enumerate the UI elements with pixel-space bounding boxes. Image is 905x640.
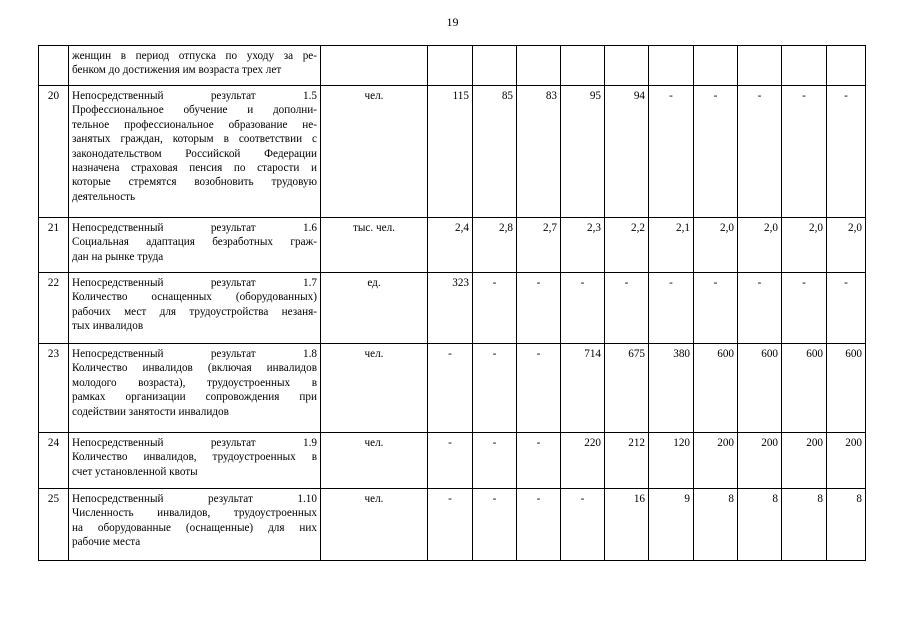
- value-cell: -: [517, 433, 561, 489]
- description-line: Непосредственный результат 1.10: [72, 493, 317, 505]
- value-cell: 115: [428, 86, 473, 218]
- value-cell: 8: [694, 489, 738, 561]
- row-description: [69, 218, 321, 273]
- value-cell: -: [561, 489, 605, 561]
- value-cell: 323: [428, 273, 473, 344]
- value-cell: [561, 46, 605, 86]
- description-line: рабочие места: [72, 536, 141, 549]
- row-unit: чел.: [321, 433, 428, 489]
- row-number: 22: [39, 273, 69, 344]
- value-cell: 212: [605, 433, 649, 489]
- row-unit: чел.: [321, 86, 428, 218]
- value-cell: 85: [473, 86, 517, 218]
- description-line: Количество инвалидов, трудоустроенных в: [72, 451, 317, 464]
- value-cell: -: [428, 433, 473, 489]
- table-row: [39, 86, 866, 218]
- description-line: дан на рынке труда: [72, 250, 164, 263]
- description-line: женщин в период отпуска по уходу за ре-: [72, 50, 317, 62]
- value-cell: 714: [561, 344, 605, 433]
- value-cell: 2,0: [738, 218, 782, 273]
- table-row: [39, 433, 866, 489]
- value-cell: 2,0: [782, 218, 827, 273]
- value-cell: 200: [827, 433, 866, 489]
- value-cell: 675: [605, 344, 649, 433]
- description-line: назначена страховая пенсия по старости и: [72, 162, 317, 175]
- value-cell: 2,2: [605, 218, 649, 273]
- value-cell: 2,0: [827, 218, 866, 273]
- value-cell: 200: [738, 433, 782, 489]
- value-cell: 600: [782, 344, 827, 433]
- description-line: содействии занятости инвалидов: [72, 405, 229, 418]
- description-line: деятельность: [72, 190, 136, 203]
- value-cell: 94: [605, 86, 649, 218]
- description-line: Непосредственный результат 1.8: [72, 348, 317, 360]
- value-cell: [428, 46, 473, 86]
- value-cell: -: [649, 273, 694, 344]
- page-number: 19: [446, 15, 459, 29]
- description-line: рабочих мест для трудоустройства незаня-: [72, 305, 317, 318]
- row-number: 25: [39, 489, 69, 561]
- value-cell: 8: [827, 489, 866, 561]
- row-description: [69, 489, 321, 561]
- description-line: Непосредственный результат 1.7: [72, 277, 317, 289]
- description-line: Численность инвалидов, трудоустроенных: [72, 507, 317, 520]
- value-cell: [694, 46, 738, 86]
- value-cell: 600: [694, 344, 738, 433]
- description-line: Социальная адаптация безработных граж-: [72, 236, 317, 249]
- description-line: занятых граждан, которым в соответствии с: [72, 133, 317, 146]
- row-number: [39, 46, 69, 86]
- value-cell: [605, 46, 649, 86]
- value-cell: 2,8: [473, 218, 517, 273]
- description-line: рамках организации сопровождения при: [72, 391, 317, 404]
- value-cell: 600: [827, 344, 866, 433]
- value-cell: -: [827, 273, 866, 344]
- value-cell: 200: [694, 433, 738, 489]
- description-line: Непосредственный результат 1.5: [72, 90, 317, 102]
- row-unit: [321, 46, 428, 86]
- description-line: которые стремятся возобновить трудовую: [72, 176, 317, 189]
- value-cell: [782, 46, 827, 86]
- value-cell: -: [517, 344, 561, 433]
- value-cell: 200: [782, 433, 827, 489]
- value-cell: 8: [782, 489, 827, 561]
- description-line: Непосредственный результат 1.9: [72, 437, 317, 449]
- value-cell: 8: [738, 489, 782, 561]
- table-row: [39, 46, 866, 86]
- value-cell: 83: [517, 86, 561, 218]
- table-row: [39, 344, 866, 433]
- row-description: [69, 46, 321, 86]
- description-line: Количество оснащенных (оборудованных): [72, 291, 317, 304]
- row-description: [69, 86, 321, 218]
- value-cell: 600: [738, 344, 782, 433]
- description-line: Профессиональное обучение и дополни-: [72, 104, 317, 117]
- value-cell: -: [782, 86, 827, 218]
- value-cell: [517, 46, 561, 86]
- value-cell: 2,0: [694, 218, 738, 273]
- row-unit: тыс. чел.: [321, 218, 428, 273]
- value-cell: [738, 46, 782, 86]
- description-line: бенком до достижения им возраста трех лет: [72, 64, 282, 77]
- description-line: на оборудованные (оснащенные) для них: [72, 521, 317, 534]
- value-cell: 2,4: [428, 218, 473, 273]
- value-cell: -: [428, 344, 473, 433]
- value-cell: [649, 46, 694, 86]
- row-number: 24: [39, 433, 69, 489]
- value-cell: -: [605, 273, 649, 344]
- value-cell: [827, 46, 866, 86]
- value-cell: -: [782, 273, 827, 344]
- description-line: счет установленной квоты: [72, 465, 198, 478]
- row-description: [69, 433, 321, 489]
- value-cell: -: [738, 86, 782, 218]
- value-cell: -: [428, 489, 473, 561]
- row-unit: ед.: [321, 273, 428, 344]
- value-cell: -: [827, 86, 866, 218]
- value-cell: 220: [561, 433, 605, 489]
- table-row: [39, 489, 866, 561]
- row-unit: чел.: [321, 489, 428, 561]
- value-cell: -: [561, 273, 605, 344]
- row-number: 21: [39, 218, 69, 273]
- results-table: [38, 45, 866, 561]
- value-cell: -: [649, 86, 694, 218]
- row-description: [69, 273, 321, 344]
- value-cell: [473, 46, 517, 86]
- value-cell: -: [694, 273, 738, 344]
- value-cell: -: [517, 489, 561, 561]
- table-row: [39, 273, 866, 344]
- value-cell: -: [517, 273, 561, 344]
- row-description: [69, 344, 321, 433]
- table-body: [39, 46, 866, 561]
- description-line: молодого возраста), трудоустроенных в: [72, 376, 317, 389]
- value-cell: 9: [649, 489, 694, 561]
- row-number: 20: [39, 86, 69, 218]
- row-unit: чел.: [321, 344, 428, 433]
- value-cell: 16: [605, 489, 649, 561]
- table-row: [39, 218, 866, 273]
- value-cell: -: [473, 273, 517, 344]
- description-line: Количество инвалидов (включая инвалидов: [72, 362, 317, 375]
- description-line: Непосредственный результат 1.6: [72, 222, 317, 234]
- value-cell: 95: [561, 86, 605, 218]
- value-cell: 380: [649, 344, 694, 433]
- value-cell: -: [473, 433, 517, 489]
- value-cell: -: [473, 344, 517, 433]
- value-cell: 2,3: [561, 218, 605, 273]
- value-cell: 120: [649, 433, 694, 489]
- value-cell: 2,1: [649, 218, 694, 273]
- value-cell: -: [694, 86, 738, 218]
- description-line: тельное профессиональное образование не-: [72, 118, 317, 131]
- value-cell: -: [738, 273, 782, 344]
- description-line: законодательством Российской Федерации: [72, 147, 317, 160]
- value-cell: 2,7: [517, 218, 561, 273]
- value-cell: -: [473, 489, 517, 561]
- description-line: тых инвалидов: [72, 320, 144, 333]
- row-number: 23: [39, 344, 69, 433]
